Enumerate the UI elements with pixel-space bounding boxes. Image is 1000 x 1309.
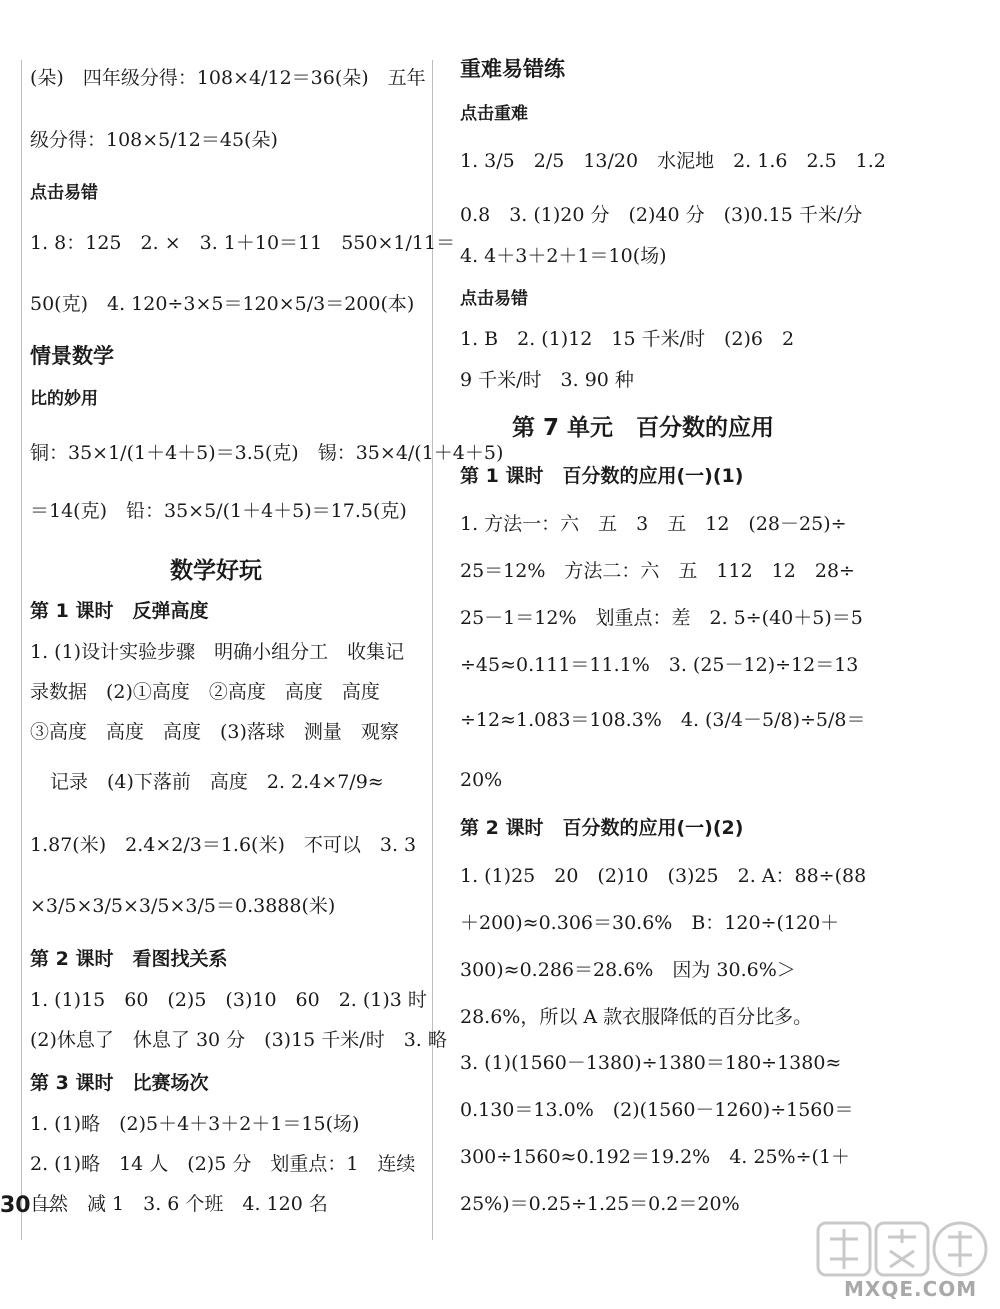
- text-line: 9 千米/时 3. 90 种: [460, 369, 634, 391]
- text-line: 自然 减 1 3. 6 个班 4. 120 名: [30, 1193, 328, 1215]
- unit-title: 第 7 单元 百分数的应用: [512, 415, 775, 441]
- left-margin-rule: [21, 60, 22, 1240]
- text-line: 1. B 2. (1)12 15 千米/时 (2)6 2: [460, 328, 795, 350]
- section-heading: 重难易错练: [460, 57, 565, 81]
- text-line: 28.6%，所以 A 款衣服降低的百分比多。: [460, 1006, 813, 1028]
- text-line: ÷12≈1.083＝108.3% 4. (3/4－5/8)÷5/8＝: [460, 709, 866, 731]
- text-line: 300)≈0.286＝28.6% 因为 30.6%＞: [460, 959, 796, 981]
- text-line: ×3/5×3/5×3/5×3/5＝0.3888(米): [30, 895, 336, 917]
- text-line: 1. 3/5 2/5 13/20 水泥地 2. 1.6 2.5 1.2: [460, 150, 886, 172]
- page-number: 30: [0, 1193, 31, 1218]
- text-line: ÷45≈0.111＝11.1% 3. (25－12)÷12＝13: [460, 654, 859, 676]
- text-line: (朵) 四年级分得：108×4/12＝36(朵) 五年: [30, 67, 426, 89]
- text-line: 25－1＝12% 划重点：差 2. 5÷(40＋5)＝5: [460, 607, 863, 629]
- chapter-title: 数学好玩: [170, 558, 262, 584]
- text-line: 300÷1560≈0.192＝19.2% 4. 25%÷(1＋: [460, 1146, 851, 1168]
- lesson-title: 第 2 课时 看图找关系: [30, 948, 228, 970]
- text-line: 25%)＝0.25÷1.25＝0.2＝20%: [460, 1193, 740, 1215]
- text-line: 20%: [460, 769, 503, 791]
- lesson-title: 第 3 课时 比赛场次: [30, 1072, 209, 1094]
- text-line: 1. (1)设计实验步骤 明确小组分工 收集记: [30, 641, 405, 663]
- page-number-dash: [40, 1207, 62, 1208]
- lesson-title: 第 2 课时 百分数的应用(一)(2): [460, 817, 744, 839]
- text-line: ＝14(克) 铅：35×5/(1＋4＋5)＝17.5(克): [30, 500, 407, 522]
- watermark-text: MXQE.COM: [844, 1277, 978, 1301]
- text-line: 0.8 3. (1)20 分 (2)40 分 (3)0.15 千米/分: [460, 204, 863, 226]
- text-line: 2. (1)略 14 人 (2)5 分 划重点：1 连续: [30, 1153, 416, 1175]
- text-line: 1. (1)15 60 (2)5 (3)10 60 2. (1)3 时: [30, 989, 427, 1011]
- text-line: 铜：35×1/(1＋4＋5)＝3.5(克) 锡：35×4/(1＋4＋5): [30, 442, 504, 464]
- text-line: 1. 方法一：六 五 3 五 12 (28－25)÷: [460, 513, 847, 535]
- lesson-title: 第 1 课时 百分数的应用(一)(1): [460, 465, 744, 487]
- text-line: 25＝12% 方法二：六 五 112 12 28÷: [460, 560, 855, 582]
- text-line: 记录 (4)下落前 高度 2. 2.4×7/9≈: [50, 771, 384, 793]
- text-line: 1. (1)25 20 (2)10 (3)25 2. A：88÷(88: [460, 865, 867, 887]
- text-line: 4. 4＋3＋2＋1＝10(场): [460, 245, 667, 267]
- lesson-title: 第 1 课时 反弹高度: [30, 600, 209, 622]
- text-line: 1.87(米) 2.4×2/3＝1.6(米) 不可以 3. 3: [30, 834, 417, 856]
- text-line: 级分得：108×5/12＝45(朵): [30, 129, 278, 151]
- section-heading: 点击易错: [460, 289, 528, 309]
- text-line: 1. (1)略 (2)5＋4＋3＋2＋1＝15(场): [30, 1113, 360, 1135]
- section-heading: 点击易错: [30, 183, 98, 203]
- text-line: 1. 8：125 2. × 3. 1＋10＝11 550×1/11＝: [30, 232, 456, 254]
- text-line: ③高度 高度 高度 (3)落球 测量 观察: [30, 721, 399, 743]
- text-line: 录数据 (2)①高度 ②高度 高度 高度: [30, 681, 380, 703]
- text-line: 0.130＝13.0% (2)(1560－1260)÷1560＝: [460, 1099, 854, 1121]
- section-heading: 点击重难: [460, 104, 528, 124]
- text-line: 3. (1)(1560－1380)÷1380＝180÷1380≈: [460, 1052, 842, 1074]
- text-line: ＋200)≈0.306＝30.6% B：120÷(120＋: [460, 912, 840, 934]
- section-heading: 比的妙用: [30, 389, 98, 409]
- text-line: 50(克) 4. 120÷3×5＝120×5/3＝200(本): [30, 293, 415, 315]
- section-heading: 情景数学: [30, 344, 114, 368]
- text-line: (2)休息了 休息了 30 分 (3)15 千米/时 3. 略: [30, 1029, 447, 1051]
